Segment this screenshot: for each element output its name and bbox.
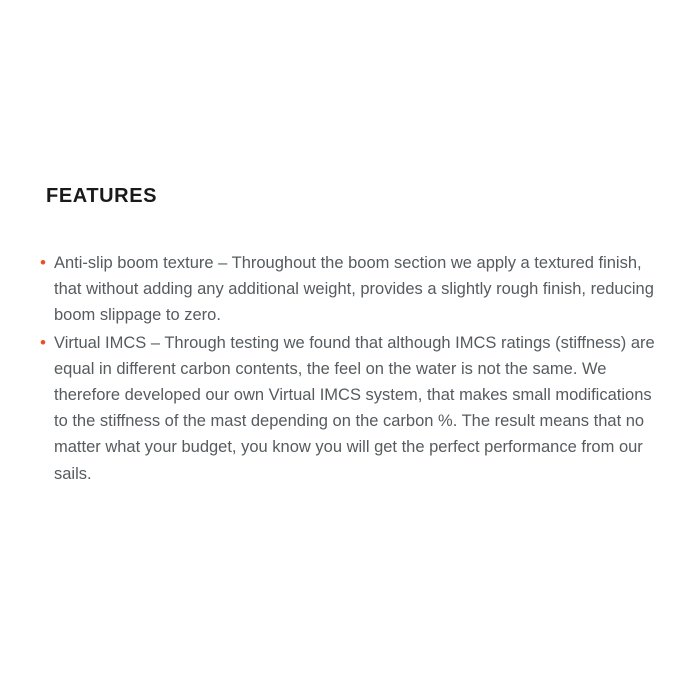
page-title: FEATURES xyxy=(46,185,158,207)
feature-list xyxy=(40,250,666,487)
feature-text: Anti-slip boom texture – Throughout the boom section we apply a textured finish, that without adding any additional weight, provides a slightly rough finish, reducing boom slippage to zero. xyxy=(54,254,654,325)
list-item xyxy=(40,250,666,328)
features-section xyxy=(40,185,666,489)
list-item xyxy=(40,330,666,486)
bullet-icon: • xyxy=(40,253,46,272)
bullet-icon: • xyxy=(40,333,46,353)
feature-text: Virtual IMCS – Through testing we found that although IMCS ratings (stiffness) are equal in different carbon contents, the feel on the water is not the same. We therefore developed our own Virtual IMCS system, that makes small modifications to the stiffness of the mast depending on the carbon %. The result means that no matter what your budget, you know you will get the perfect performance from our sails. xyxy=(54,334,655,483)
